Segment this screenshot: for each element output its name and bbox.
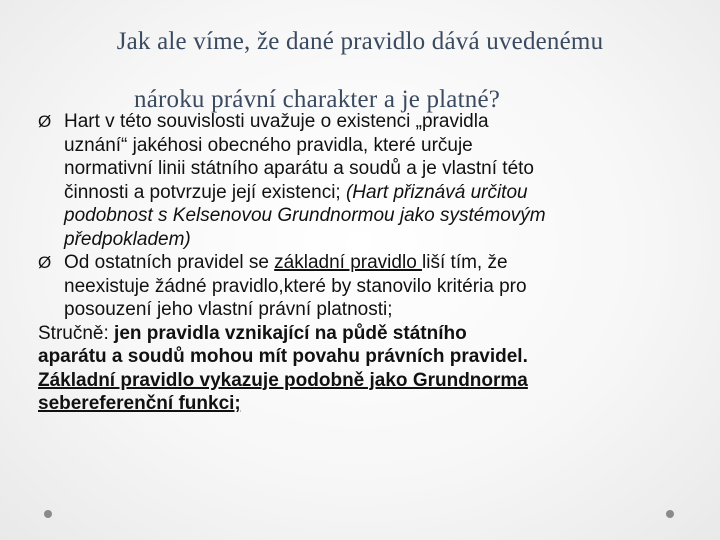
bullet-italic-line: podobnost s Kelsenovou Grundnormou jako systémovým: [64, 205, 546, 226]
bullet-italic-text: (Hart přiznává určitou: [345, 181, 528, 203]
bullet-line: normativní linii státního aparátu a soudů a je vlastní této: [64, 158, 534, 179]
summary-bold-underlined-line: sebereferenční funkci;: [38, 393, 241, 414]
summary-bold-line: aparátu a soudů mohou mít povahu právních pravidel.: [38, 346, 528, 367]
bullet-item-hart: [38, 110, 678, 251]
slide-corner-dot-right: [666, 510, 674, 518]
summary-line: [38, 322, 678, 346]
bullet-line: uznání“ jakéhosi obecného pravidla, které určuje: [64, 134, 473, 156]
bullet-line: posouzení jeho vlastní právní platnosti;: [64, 299, 393, 320]
bullet-italic-line: předpokladem): [64, 228, 191, 250]
arrow-bullet-icon: Ø: [38, 253, 52, 272]
summary-bold-underlined-line: Základní pravidlo vykazuje podobně jako Grundnorma: [38, 369, 528, 391]
summary-label: Stručně:: [38, 322, 115, 344]
bullet-line: neexistuje žádné pravidlo,které by stanovilo kritéria pro: [64, 275, 527, 297]
summary-bold-text: jen pravidla vznikající na půdě státního: [114, 322, 467, 344]
bullet-line: [64, 181, 678, 205]
bullet-line: Hart v této souvislosti uvažuje o existenci „pravidla: [64, 111, 489, 132]
bullet-item-zakladni-pravidlo: [38, 251, 678, 322]
slide-title-line-1: Jak ale víme, že dané pravidlo dává uvedenému: [116, 28, 604, 55]
bullet-line: [64, 251, 678, 275]
arrow-bullet-icon: Ø: [38, 112, 52, 131]
slide-title-line-2: nároku právní charakter a je platné?: [134, 86, 501, 113]
underlined-term: základní pravidlo: [274, 252, 423, 273]
summary-paragraph: [38, 322, 678, 416]
bullet-text: Od ostatních pravidel se: [64, 252, 275, 273]
bullet-text: činnosti a potvrzuje její existenci;: [64, 181, 346, 203]
slide-corner-dot-left: [44, 510, 52, 518]
slide-body: [38, 110, 678, 416]
bullet-text: liší tím, že: [422, 252, 508, 273]
